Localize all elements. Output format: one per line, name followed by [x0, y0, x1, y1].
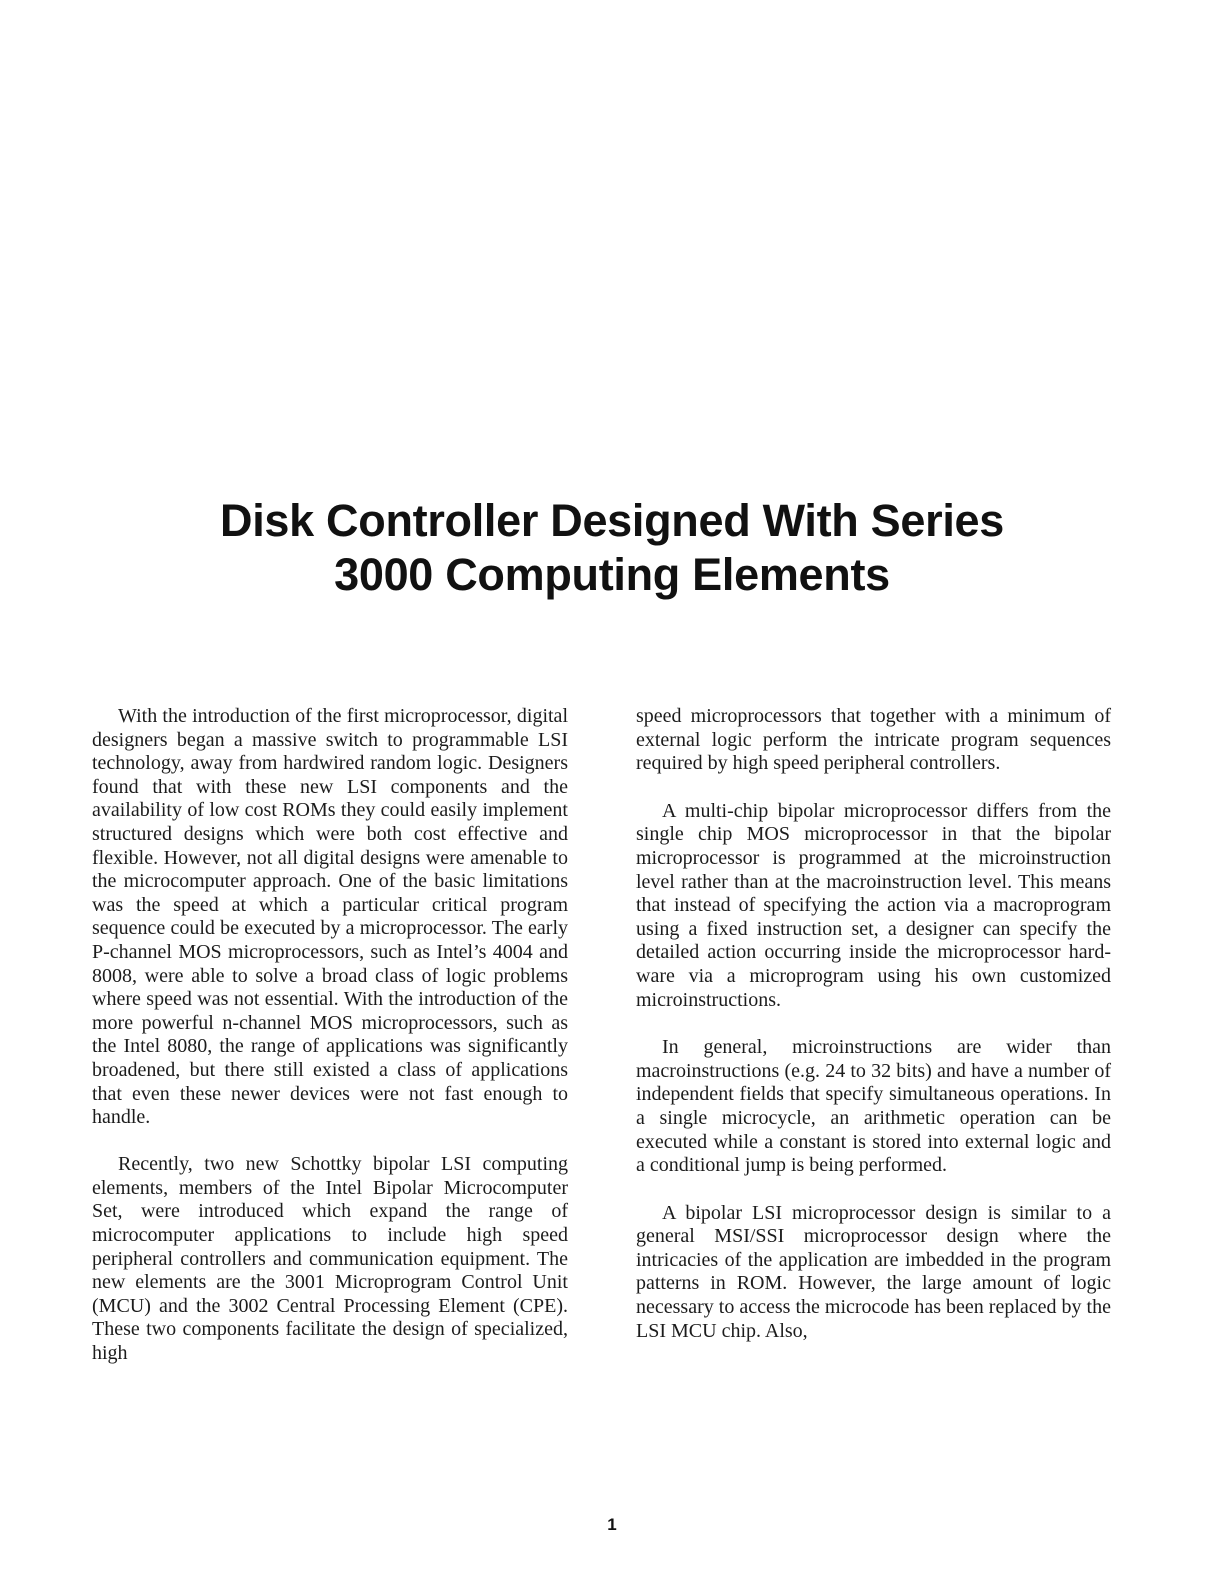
- paragraph: speed microprocessors that together with a minimum of external logic perform the intricate program sequences required by high speed peripheral controllers.: [636, 705, 1111, 775]
- paragraph: Recently, two new Schottky bipolar LSI computing elements, members of the Intel Bipolar Microcomputer Set, were introduced which expand the range of microcomputer applications to include high speed peripheral controllers and communication equipment. The new elements are the 3001 Microprogram Control Unit (MCU) and the 3002 Central Processing Element (CPE). These two components facilitate the design of specialized, high: [92, 1153, 568, 1365]
- paragraph: With the introduction of the first microprocessor, digital designers began a massive switch to programmable LSI technology, away from hardwired random logic. Designers found that with these new LSI components and the availability of low cost ROMs they could easily implement structured designs which were both cost effective and flexible. However, not all digital designs were amenable to the microcomputer approach. One of the basic limitations was the speed at which a particular critical program sequence could be executed by a microprocessor. The early P-channel MOS microprocessors, such as Intel’s 4004 and 8008, were able to solve a broad class of logic problems where speed was not essential. With the introduction of the more powerful n-channel MOS microprocessors, such as the Intel 8080, the range of applications was significantly broadened, but there still existed a class of applications that even these newer devices were not fast enough to handle.: [92, 705, 568, 1129]
- title-line-2: 3000 Computing Elements: [334, 549, 890, 600]
- document-title: [0, 494, 1224, 602]
- paragraph: A bipolar LSI microprocessor design is similar to a general MSI/SSI microprocessor design where the intricacies of the application are imbedded in the program patterns in ROM. However, the large amount of logic necessary to access the microcode has been replaced by the LSI MCU chip. Also,: [636, 1201, 1111, 1342]
- paragraph: In general, microinstructions are wider than macroinstructions (e.g. 24 to 32 bits) and have a number of independent fields that specify simultaneous operations. In a single microcycle, an arithmetic operation can be executed while a constant is stored into external logic and a conditional jump is being performed.: [636, 1036, 1111, 1177]
- title-line-1: Disk Controller Designed With Series: [220, 495, 1004, 546]
- paragraph: A multi-chip bipolar microprocessor differs from the single chip MOS microprocessor in that the bipolar microprocessor is programmed at the microinstruction level rather than at the macroinstruction level. This means that instead of specifying the action via a macroprogram using a fixed instruction set, a designer can specify the detailed action occurring inside the microprocessor hardware via a microprogram using his own customized microinstructions.: [636, 799, 1111, 1011]
- page-number: 1: [607, 1515, 617, 1534]
- right-column: [636, 705, 1111, 1343]
- left-column: [92, 705, 568, 1366]
